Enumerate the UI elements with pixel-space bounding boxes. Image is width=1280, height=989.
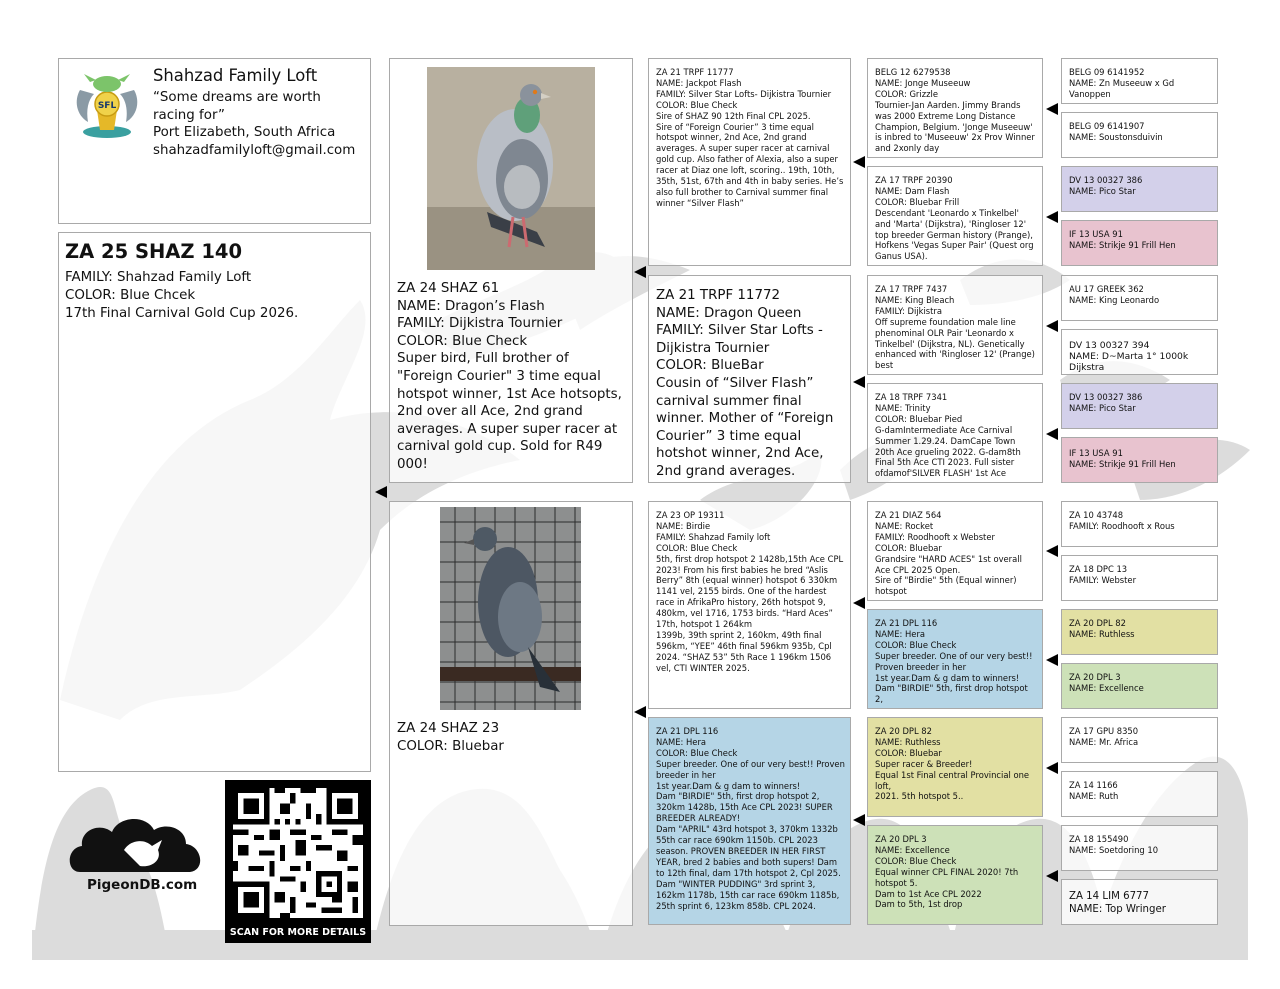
loft-email[interactable]: shahzadfamilyloft@gmail.com [153,143,356,158]
gen5-14-text: ZA 14 1166 NAME: Ruth [1069,780,1119,801]
gen5-6-box[interactable] [1061,329,1218,375]
dam-text: ZA 24 SHAZ 23 COLOR: Bluebar [397,721,504,754]
gen5-5-text: AU 17 GREEK 362 NAME: King Leonardo [1069,284,1160,305]
gg-1-box[interactable] [867,58,1043,158]
loft-logo-icon [66,70,148,142]
gg-4-text: ZA 18 TRPF 7341 NAME: Trinity COLOR: Bluebar Pied G-damIntermediate Ace Carnival Summer 1.29.24. DamCape Town 20th Ace grueling 2022. G-dam8th Final 5th Ace CTI 2023. Full sister ofdamof'SILVER FLASH' 1st Ace [875,392,1021,479]
arrow-to-gg-7 [1046,762,1058,774]
grandsire-sire-side-box[interactable] [648,58,851,266]
gen5-1-text: BELG 09 6141952 NAME: Zn Museeuw x Gd Vanoppen [1069,67,1175,99]
gen5-16-box[interactable] [1061,879,1218,925]
qr-code-icon [233,788,363,918]
pigeondb-logo-icon [68,810,208,876]
arrow-to-gg-4 [1046,428,1058,440]
granddam-sire-side-box[interactable] [648,275,851,483]
gen5-8-box[interactable] [1061,437,1218,483]
gg-2-box[interactable] [867,166,1043,266]
sire-photo [427,67,595,270]
gen5-10-text: ZA 18 DPC 13 FAMILY: Webster [1069,564,1137,585]
gg-1-text: BELG 12 6279538 NAME: Jonge Museeuw COLOR: Grizzle Tournier-Jan Aarden. Jimmy Brands was 2000 Extreme Long Distance Champion, Belgium. 'Jonge Museeuw' is inbred to 'Museeuw' 2x Prov Winner and 2xonly day [875,67,1035,154]
gen5-1-box[interactable] [1061,58,1218,104]
loft-location: Port Elizabeth, South Africa [153,125,336,140]
arrow-to-sire [634,266,646,278]
grandsire-sire-side-text: ZA 21 TRPF 11777 NAME: Jackpot Flash FAMILY: Silver Star Lofts- Dijkistra Tournier COLOR: Blue Check Sire of SHAZ 90 12th Final CPL 2025. Sire of “Foreign Courier” 3 time equal hotspot winner, 2nd Ace, 2nd grand averages. A super super racer at carnival gold cup. Also father of Alexia, also a super racer at Diaz one loft, scoring.. 19th, 10th, 35th, 51st, 67th and 4th in baby series. He’s also full brother to Carnival summer final winner “Silver Flash” [656,67,844,208]
arrow-to-gg-3 [1046,320,1058,332]
subject-color: COLOR: Blue Chcek [65,288,196,303]
gen5-4-box[interactable] [1061,220,1218,266]
dam-photo [440,507,581,710]
arrow-to-gg-8 [1046,870,1058,882]
gen5-2-text: BELG 09 6141907 NAME: Soustonsduivin [1069,121,1163,142]
loft-motto: “Some dreams are worth racing for” [153,90,321,123]
gen5-14-box[interactable] [1061,771,1218,817]
qr-caption: SCAN FOR MORE DETAILS [229,927,367,938]
gen5-4-text: IF 13 USA 91 NAME: Strikje 91 Frill Hen [1069,229,1176,250]
gen5-7-box[interactable] [1061,383,1218,429]
arrow-to-granddam-1 [853,376,865,388]
gg-8-box[interactable] [867,825,1043,925]
subject-achievement: 17th Final Carnival Gold Cup 2026. [65,306,299,321]
granddam-dam-side-text: ZA 21 DPL 116 NAME: Hera COLOR: Blue Check Super breeder. One of our very best!! Proven breeder in her 1st year.Dam & g dam to winners! Dam "BIRDIE" 5th, first drop hotspot 2, 320km 1428b, 15th Ace CPL 2023! SUPER BREEDER ALREADY! Dam "APRIL" 43rd hotspot 3, 370km 1332b 55th car race 690km 1150b. CPL 2023 season. PROVEN BREEDER IN HER FIRST YEAR, bred 2 babies and both supers! Dam to 12th final, dam 17th hotspot 2, Cpl 2025. Dam "WINTER PUDDING" 3rd sprint 3, 162km 1178b, 15th car race 690km 1185b, 25th sprint 6, 123km 858b. CPL 2024. [656,726,845,911]
gg-7-box[interactable] [867,717,1043,817]
gen5-11-text: ZA 20 DPL 82 NAME: Ruthless [1069,618,1135,639]
granddam-dam-side-box[interactable] [648,717,851,925]
gen5-15-box[interactable] [1061,825,1218,871]
gen5-7-text: DV 13 00327 386 NAME: Pico Star [1069,392,1143,413]
gg-8-text: ZA 20 DPL 3 NAME: Excellence COLOR: Blue Check Equal winner CPL FINAL 2020! 7th hotspot 5. Dam to 1st Ace CPL 2022 Dam to 5th, 1st drop [875,834,1019,910]
gen5-10-box[interactable] [1061,555,1218,601]
gen5-12-box[interactable] [1061,663,1218,709]
gg-4-box[interactable] [867,383,1043,483]
gen5-13-text: ZA 17 GPU 8350 NAME: Mr. Africa [1069,726,1139,747]
gg-5-text: ZA 21 DIAZ 564 NAME: Rocket FAMILY: Roodhooft x Webster COLOR: Bluebar Grandsire "HARD ACES" 1st overall Ace CPL 2025 Open. Sire of "Birdie" 5th (Equal winner) hotspot [875,510,1022,597]
grandsire-dam-side-box[interactable] [648,501,851,709]
gen5-3-text: DV 13 00327 386 NAME: Pico Star [1069,175,1143,196]
arrow-to-gg-1 [1046,103,1058,115]
arrow-to-gg-2 [1046,211,1058,223]
gg-7-text: ZA 20 DPL 82 NAME: Ruthless COLOR: Bluebar Super racer & Breeder! Equal 1st Final central Provincial one loft, 2021. 5th hotspot 5.. [875,726,1030,802]
arrow-to-dam [634,706,646,718]
arrow-to-gg-6 [1046,654,1058,666]
gen5-2-box[interactable] [1061,112,1218,158]
gen5-16-text: ZA 14 LIM 6777 NAME: Top Wringer [1069,891,1166,915]
gg-3-box[interactable] [867,275,1043,375]
subject-ring-number: ZA 25 SHAZ 140 [65,240,243,263]
gen5-12-text: ZA 20 DPL 3 NAME: Excellence [1069,672,1144,693]
loft-name: Shahzad Family Loft [153,66,318,85]
gg-6-box[interactable] [867,609,1043,709]
gg-3-text: ZA 17 TRPF 7437 NAME: King Bleach FAMILY: Dijkistra Off supreme foundation male line phenominal OLR Pair 'Leonardo x Tinkelbel' (Dijkstra, NL). Genetically enhanced with 'Ringloser 12' (Prange) best [875,284,1035,371]
arrow-to-gg-5 [1046,545,1058,557]
sire-text: ZA 24 SHAZ 61 NAME: Dragon’s Flash FAMILY: Dijkistra Tournier COLOR: Blue Check Super bird, Full brother of "Foreign Courier" 3 time equal hotspot winner, 1st Ace hotsopts, 2nd over all Ace, 2nd grand averages. A super super racer at carnival gold cup. Sold for R49 000! [397,281,622,472]
grandsire-dam-side-text: ZA 23 OP 19311 NAME: Birdie FAMILY: Shahzad Family loft COLOR: Blue Check 5th, first drop hotspot 2 1428b,15th Ace CPL 2023! From his first babies he bred “Aslis Berry” 8th (equal winner) hotspot 6 330km 1141 vel, 2155 birds. One of the hardest race in AfrikaPro history, 26th hotspot 9, 480km, vel 1716, 1753 birds. “Hard Aces” 17th, hotspot 1 264km 1399b, 39th sprint 2, 160km, 49th final 596km, “YEE” 46th final 596km 935b, Cpl 2024. “SHAZ 53” 5th Race 1 196km 1506 vel, CTI WINTER 2025. [656,510,844,673]
gg-6-text: ZA 21 DPL 116 NAME: Hera COLOR: Blue Check Super breeder. One of our very best!! Proven breeder in her 1st year.Dam & g dam to winners! Dam "BIRDIE" 5th, first drop hotspot 2, [875,618,1033,705]
gen5-6-text: DV 13 00327 394 NAME: D~Marta 1° 1000k Dijkstra [1069,340,1189,373]
gen5-5-box[interactable] [1061,275,1218,321]
logo-initials: SFL [97,101,117,111]
arrow-to-subject [375,486,387,498]
arrow-to-grandsire-1 [853,156,865,168]
arrow-to-grandsire-2 [853,597,865,609]
gg-2-text: ZA 17 TRPF 20390 NAME: Dam Flash COLOR: Bluebar Frill Descendant 'Leonardo x Tinkelbel' and 'Marta' (Dijkstra), 'Ringloser 12' top breeder German history (Prange), Hofkens 'Vegas Super Pair' (Quest org Ganus USA). [875,175,1034,262]
gen5-11-box[interactable] [1061,609,1218,655]
gen5-15-text: ZA 18 155490 NAME: Soetdoring 10 [1069,834,1159,855]
gen5-8-text: IF 13 USA 91 NAME: Strikje 91 Frill Hen [1069,448,1176,469]
pigeondb-brand[interactable]: PigeonDB.com [87,877,198,893]
subject-family: FAMILY: Shahzad Family Loft [65,270,252,285]
gen5-13-box[interactable] [1061,717,1218,763]
gen5-3-box[interactable] [1061,166,1218,212]
arrow-to-granddam-2 [853,814,865,826]
gen5-9-text: ZA 10 43748 FAMILY: Roodhooft x Rous [1069,510,1175,531]
gg-5-box[interactable] [867,501,1043,601]
qr-code-block[interactable] [225,780,371,943]
granddam-sire-side-text: ZA 21 TRPF 11772 NAME: Dragon Queen FAMILY: Silver Star Lofts - Dijkistra Tournier COLOR: BlueBar Cousin of “Silver Flash” carnival summer final winner. Mother of “Foreign Courier” 3 time equal hotshot winner, 2nd Ace, 2nd grand averages. [656,288,834,479]
gen5-9-box[interactable] [1061,501,1218,547]
